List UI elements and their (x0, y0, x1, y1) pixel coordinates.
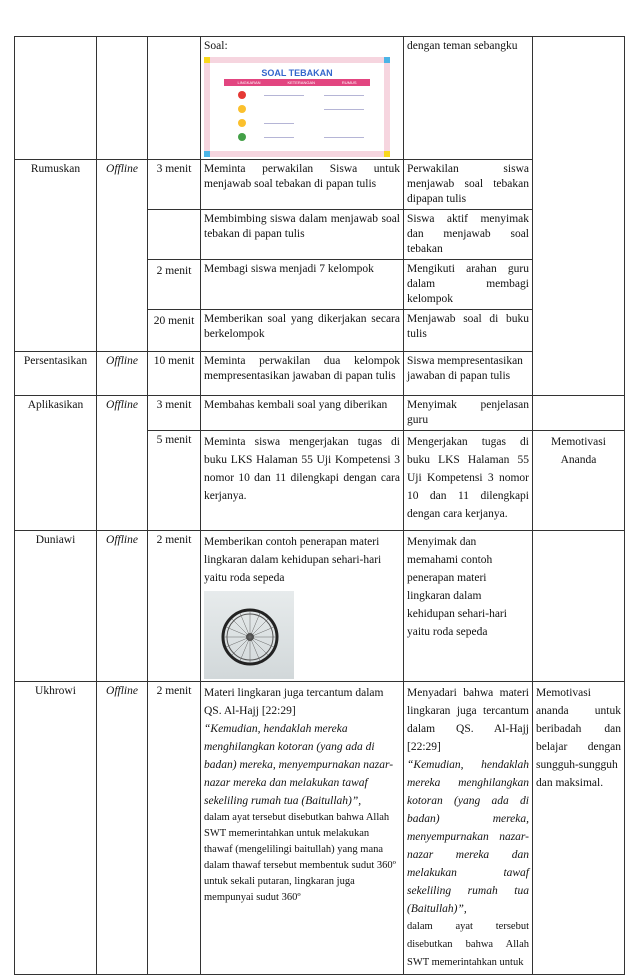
guru-cell: Membimbing siswa dalam menjawab soal tebakan di papan tulis (201, 210, 404, 260)
table-row (15, 37, 625, 160)
siswa-cell: Mengikuti arahan guru dalam membagi kelompok (404, 260, 533, 310)
guru-cell: Membahas kembali soal yang diberikan (201, 396, 404, 431)
tahap-ukhrowi: Ukhrowi (15, 682, 97, 975)
mode-label: Offline (97, 352, 148, 396)
waktu-cell: 20 menit (148, 310, 201, 352)
bicycle-wheel-photo (204, 591, 294, 679)
table-row (15, 531, 625, 682)
mode-label: Offline (97, 396, 148, 531)
siswa-cell: Menyimak dan memahami contoh penerapan materi lingkaran dalam kehidupan sehari-hari yaitu roda sepeda (404, 531, 533, 682)
waktu-cell: 2 menit (148, 531, 201, 682)
green-circle-icon (238, 133, 246, 141)
siswa-cell: Perwakilan siswa menjawab soal tebakan dipapan tulis (404, 160, 533, 210)
table-row (15, 682, 625, 975)
soal-cell (201, 37, 404, 160)
waktu-cell: 2 menit (148, 682, 201, 975)
siswa-cell: dengan teman sebangku (404, 37, 533, 160)
siswa-cell: Menyimak penjelasan guru (404, 396, 533, 431)
tahap-rumuskan: Rumuskan (15, 160, 97, 352)
nilai-cell: Memotivasi Ananda (533, 431, 625, 531)
siswa-cell: Menyadari bahwa materi lingkaran juga tercantum dalam QS. Al-Hajj [22:29] “Kemudian, hendaklah mereka menghilangkan kotoran (yang ada di badan) mereka, menyempurnakan nazar-nazar mereka dan melakukan tawaf sekeliling rumah tua (Baitullah)”, dalam ayat tersebut disebutkan bahwa Allah SWT memerintahkan untuk (404, 682, 533, 975)
guru-cell: Memberikan contoh penerapan materi lingkaran dalam kehidupan sehari-hari yaitu roda sepeda (201, 531, 404, 682)
table-row (15, 396, 625, 431)
guru-cell: Meminta perwakilan Siswa untuk menjawab soal tebakan di papan tulis (201, 160, 404, 210)
waktu-cell (148, 210, 201, 260)
waktu-cell: 5 menit (148, 431, 201, 531)
soal-image-title: SOAL TEBAKAN (261, 68, 333, 78)
guru-cell: Memberikan soal yang dikerjakan secara berkelompok (201, 310, 404, 352)
siswa-cell: Siswa aktif menyimak dan menjawab soal tebakan (404, 210, 533, 260)
guru-cell: Meminta siswa mengerjakan tugas di buku LKS Halaman 55 Uji Kompetensi 3 nomor 10 dan 11 dilengkapi dengan cara kerjanya. (201, 431, 404, 531)
tahap-duniawi: Duniawi (15, 531, 97, 682)
guru-cell: Materi lingkaran juga tercantum dalam QS. Al-Hajj [22:29] “Kemudian, hendaklah mereka menghilangkan kotoran (yang ada di badan) mereka, menyempurnakan nazar-nazar mereka dan melakukan tawaf sekeliling rumah tua (Baitullah)”, dalam ayat tersebut disebutkan bahwa Allah SWT memerintahkan untuk melakukan thawaf (mengelilingi baitullah) yang mana dalam thawaf tersebut membentuk sudut 360º untuk sekali putaran, lingkaran juga mempunyai sudut 360º (201, 682, 404, 975)
siswa-cell: Siswa mempresentasikan jawaban di papan tulis (404, 352, 533, 396)
nilai-cell: Memotivasi ananda untuk beribadah dan belajar dengan sungguh-sungguh dan maksimal. (533, 682, 625, 975)
tahap-aplikasikan: Aplikasikan (15, 396, 97, 531)
tahap-persentasikan: Persentasikan (15, 352, 97, 396)
waktu-cell: 2 menit (148, 260, 201, 310)
siswa-cell: Mengerjakan tugas di buku LKS Halaman 55 Uji Kompetensi 3 nomor 10 dan 11 dilengkapi dengan cara kerjanya. (404, 431, 533, 531)
red-circle-icon (238, 91, 246, 99)
soal-tebakan-image (204, 57, 390, 157)
yellow-circle-icon (238, 119, 246, 127)
waktu-cell: 3 menit (148, 396, 201, 431)
lesson-plan-table (14, 36, 625, 975)
mode-label: Offline (97, 682, 148, 975)
waktu-cell: 10 menit (148, 352, 201, 396)
soal-image-header: LINGKARAN KETERANGAN RUMUS (224, 79, 370, 86)
mode-label: Offline (97, 531, 148, 682)
mode-label: Offline (97, 160, 148, 352)
siswa-cell: Menjawab soal di buku tulis (404, 310, 533, 352)
waktu-cell: 3 menit (148, 160, 201, 210)
soal-label: Soal: (204, 40, 228, 52)
guru-cell: Membagi siswa menjadi 7 kelompok (201, 260, 404, 310)
yellow-circle-icon (238, 105, 246, 113)
table-row (15, 352, 625, 396)
guru-cell: Meminta perwakilan dua kelompok mempresentasikan jawaban di papan tulis (201, 352, 404, 396)
